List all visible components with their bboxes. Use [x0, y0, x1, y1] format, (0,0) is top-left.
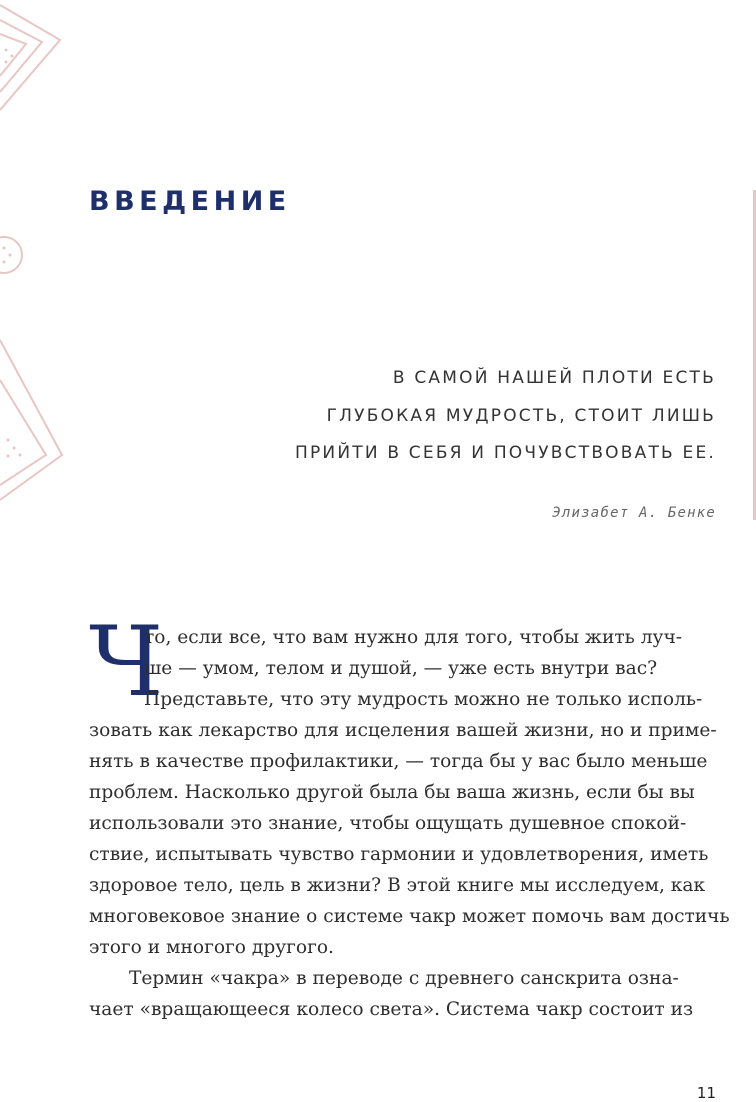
- mandala-ornament-icon: [0, 0, 80, 520]
- drop-cap: Ч: [89, 606, 164, 718]
- epigraph-line: В САМОЙ НАШЕЙ ПЛОТИ ЕСТЬ: [392, 368, 716, 388]
- page-number: 11: [696, 1084, 716, 1102]
- body-line: этого и многого другого.: [89, 937, 334, 958]
- epigraph-author: Элизабет А. Бенке: [552, 505, 716, 521]
- body-paragraphs: [89, 622, 730, 1025]
- body-line: ше — умом, телом и душой, — уже есть внутри вас?: [144, 658, 658, 679]
- body-line: чает «вращающееся колесо света». Система чакр состоит из: [89, 999, 694, 1020]
- body-line: нять в качестве профилактики, — тогда бы у вас было меньше: [89, 751, 708, 772]
- epigraph: [156, 360, 716, 473]
- epigraph-line: ГЛУБОКАЯ МУДРОСТЬ, СТОИТ ЛИШЬ: [326, 405, 716, 426]
- body-line: ствие, испытывать чувство гармонии и удовлетворения, иметь: [89, 844, 709, 865]
- body-line: здоровое тело, цель в жизни? В этой книге мы исследуем, как: [89, 875, 706, 896]
- body-line: то, если все, что вам нужно для того, чтобы жить луч-: [144, 627, 683, 648]
- body-line: Представьте, что эту мудрость можно не только исполь-: [144, 689, 703, 710]
- body-line: проблем. Насколько другой была бы ваша жизнь, если бы вы: [89, 782, 695, 803]
- body-line: многовековое знание о системе чакр может помочь вам достичь: [89, 906, 730, 927]
- chapter-heading: ВВЕДЕНИЕ: [89, 186, 291, 217]
- body-line: использовали это знание, чтобы ощущать душевное спокой-: [89, 813, 687, 834]
- epigraph-line: ПРИЙТИ В СЕБЯ И ПОЧУВСТВОВАТЬ ЕЕ.: [294, 443, 716, 463]
- body-line: зовать как лекарство для исцеления вашей жизни, но и приме-: [89, 720, 717, 741]
- body-line: Термин «чакра» в переводе с древнего санскрита озна-: [129, 968, 679, 989]
